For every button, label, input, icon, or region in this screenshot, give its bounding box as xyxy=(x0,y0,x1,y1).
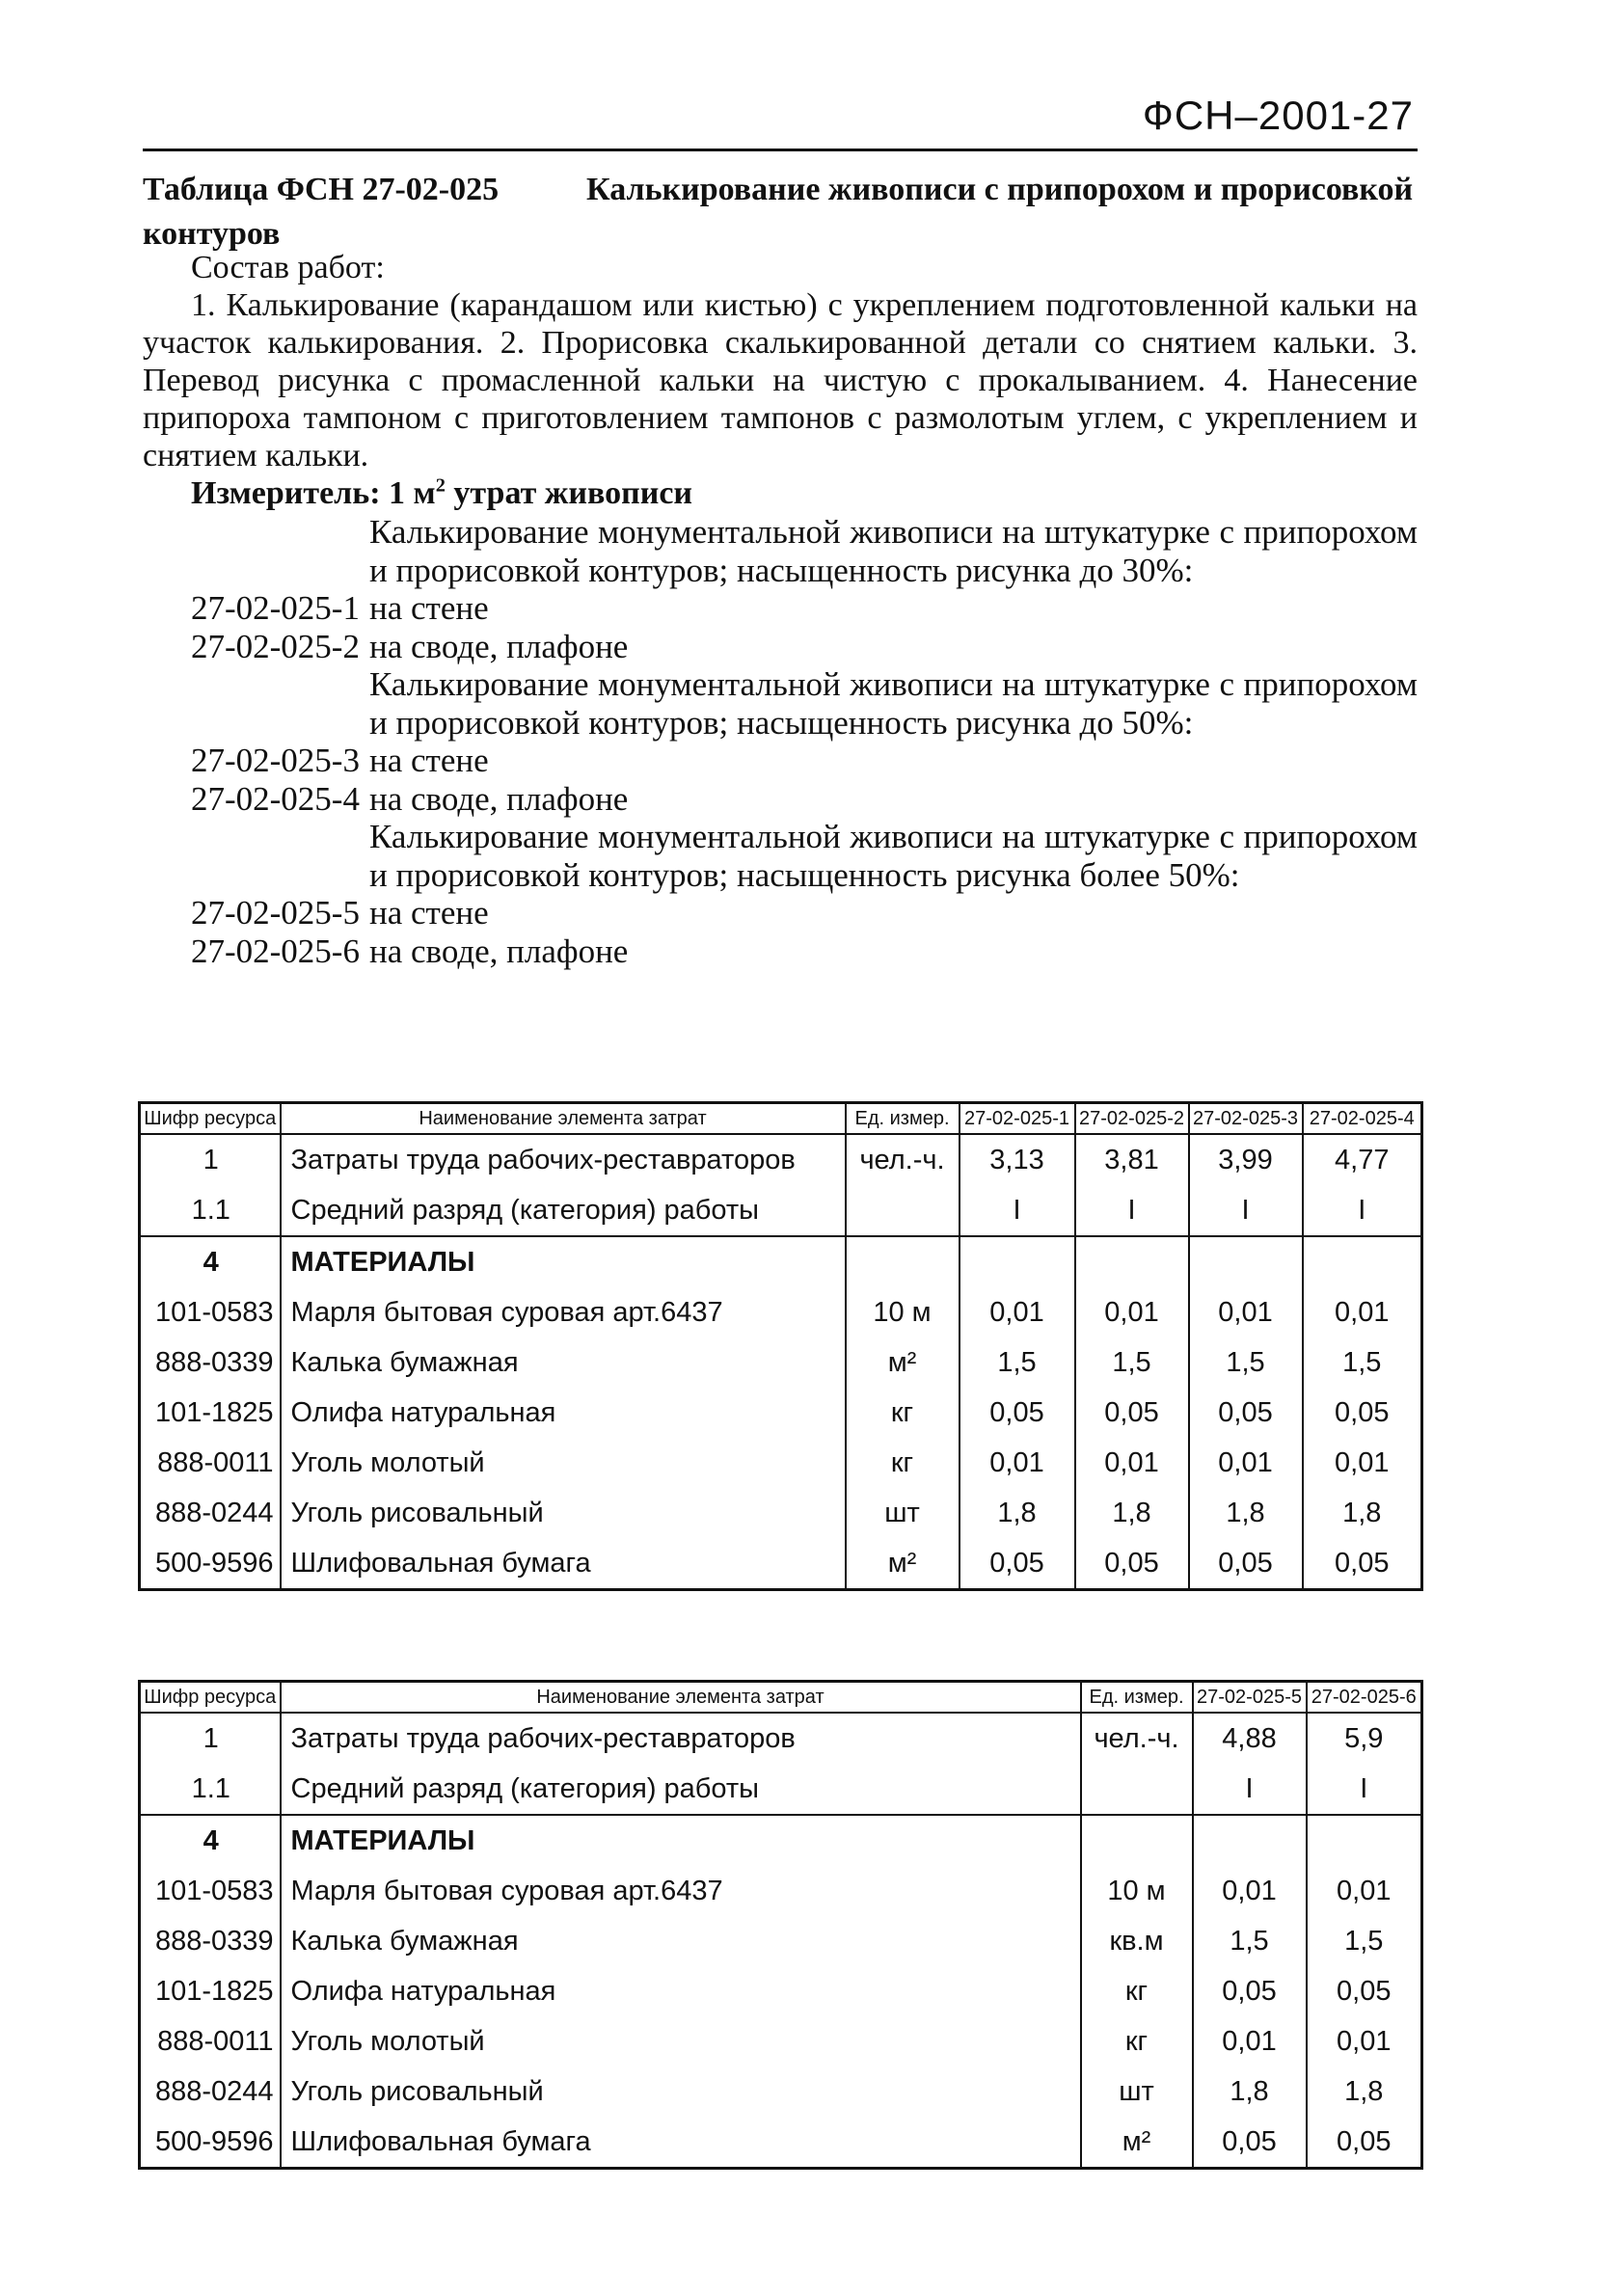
cell-value: 1,5 xyxy=(1193,1916,1307,1966)
cell-code: 888-0339 xyxy=(140,1916,281,1966)
norm-item-code xyxy=(143,513,369,589)
cell-code: 1.1 xyxy=(140,1185,281,1236)
norm-item xyxy=(143,742,1418,780)
table-row xyxy=(140,1764,1422,1815)
norm-item-code: 27-02-025-6 xyxy=(191,932,360,970)
cell-code: 101-0583 xyxy=(140,1866,281,1916)
cell-value: 0,05 xyxy=(1193,2117,1307,2169)
header-col: 27-02-025-6 xyxy=(1307,1682,1422,1714)
cell-value: 1,5 xyxy=(1189,1337,1303,1388)
table-row xyxy=(140,1134,1422,1185)
measurer-label: Измеритель: 1 м xyxy=(191,475,436,511)
cell-name: Затраты труда рабочих-реставраторов xyxy=(281,1134,846,1185)
header-code: Шифр ресурса xyxy=(140,1682,281,1714)
cell-value: I xyxy=(960,1185,1075,1236)
cell-value xyxy=(1303,1236,1422,1287)
cell-value: 1,5 xyxy=(1303,1337,1422,1388)
measurer xyxy=(143,474,1418,512)
cell-code: 1 xyxy=(140,1134,281,1185)
cell-value: 0,01 xyxy=(1075,1287,1189,1337)
cell-name: Средний разряд (категория) работы xyxy=(281,1764,1081,1815)
header-name: Наименование элемента затрат xyxy=(281,1682,1081,1714)
cell-value: I xyxy=(1193,1764,1307,1815)
cell-unit: чел.-ч. xyxy=(846,1134,960,1185)
cell-code: 888-0244 xyxy=(140,2066,281,2117)
cell-name: Уголь молотый xyxy=(281,2016,1081,2066)
document-code: ФСН–2001-27 xyxy=(1142,93,1414,138)
norm-item-code: 27-02-025-1 xyxy=(191,589,360,627)
cell-value: 1,8 xyxy=(1075,1488,1189,1538)
cell-value xyxy=(960,1236,1075,1287)
cell-name: Олифа натуральная xyxy=(281,1966,1081,2016)
cell-unit: шт xyxy=(846,1488,960,1538)
cell-value xyxy=(1193,1815,1307,1866)
cell-value: I xyxy=(1189,1185,1303,1236)
table-row xyxy=(140,1236,1422,1287)
header-name: Наименование элемента затрат xyxy=(281,1103,846,1135)
cell-value: 0,01 xyxy=(1307,2016,1422,2066)
cell-value: 0,05 xyxy=(1189,1388,1303,1438)
norm-item-text: на стене xyxy=(369,589,489,627)
header-col: 27-02-025-4 xyxy=(1303,1103,1422,1135)
cell-unit xyxy=(846,1236,960,1287)
norm-item xyxy=(143,932,1418,971)
header-unit: Ед. измер. xyxy=(846,1103,960,1135)
table-row xyxy=(140,2066,1422,2117)
cell-name: Шлифовальная бумага xyxy=(281,1538,846,1590)
header-col: 27-02-025-2 xyxy=(1075,1103,1189,1135)
header-col: 27-02-025-5 xyxy=(1193,1682,1307,1714)
table-row xyxy=(140,1815,1422,1866)
cell-unit: кг xyxy=(846,1388,960,1438)
cell-value: 1,8 xyxy=(1193,2066,1307,2117)
cell-name: МАТЕРИАЛЫ xyxy=(281,1815,1081,1866)
cell-value: 0,05 xyxy=(1075,1538,1189,1590)
table-title xyxy=(143,168,1418,257)
cell-value: 0,05 xyxy=(960,1388,1075,1438)
cell-value: 3,13 xyxy=(960,1134,1075,1185)
cell-value: 0,01 xyxy=(960,1287,1075,1337)
cell-code: 101-1825 xyxy=(140,1388,281,1438)
cell-unit: 10 м xyxy=(1081,1866,1193,1916)
cell-name: Олифа натуральная xyxy=(281,1388,846,1438)
cell-unit: м² xyxy=(846,1538,960,1590)
work-composition xyxy=(143,249,1418,512)
table-row xyxy=(140,1866,1422,1916)
cell-code: 101-0583 xyxy=(140,1287,281,1337)
cell-code: 888-0011 xyxy=(140,2016,281,2066)
table-title-text: Калькирование живописи с припорохом и прорисовкой контуров xyxy=(143,172,1414,252)
cell-value: 0,01 xyxy=(1307,1866,1422,1916)
cell-value: 0,05 xyxy=(1303,1538,1422,1590)
norm-item xyxy=(143,589,1418,628)
cell-value xyxy=(1075,1236,1189,1287)
cell-value: 0,01 xyxy=(960,1438,1075,1488)
table-row xyxy=(140,1916,1422,1966)
cell-code: 1 xyxy=(140,1713,281,1764)
cell-value: 0,01 xyxy=(1189,1287,1303,1337)
norm-items xyxy=(143,513,1418,970)
measurer-sup: 2 xyxy=(435,474,446,497)
cell-value: 0,05 xyxy=(1307,2117,1422,2169)
resource-table-2 xyxy=(138,1680,1423,2170)
cell-unit xyxy=(1081,1764,1193,1815)
cell-value: 4,77 xyxy=(1303,1134,1422,1185)
norm-item-text: Калькирование монументальной живописи на штукатурке с припорохом и прорисовкой контуров; насыщенность рисунка более 50%: xyxy=(369,818,1418,894)
cell-name: Уголь молотый xyxy=(281,1438,846,1488)
cell-value: 1,8 xyxy=(960,1488,1075,1538)
table-row xyxy=(140,1713,1422,1764)
cell-code: 888-0011 xyxy=(140,1438,281,1488)
norm-item-text: Калькирование монументальной живописи на штукатурке с припорохом и прорисовкой контуров; насыщенность рисунка до 30%: xyxy=(369,513,1418,589)
norm-item-code: 27-02-025-3 xyxy=(191,742,360,779)
cell-value: 0,05 xyxy=(1307,1966,1422,2016)
cell-unit xyxy=(846,1185,960,1236)
composition-text: 1. Калькирование (карандашом или кистью) с укреплением подготовленной кальки на участок калькирования. 2. Прорисовка скалькированной детали со снятием кальки. 3. Перевод рисунка с промасленной кальки на чистую с прокалыванием. 4. Нанесение припороха тампоном с приготовлением тампонов с размолотым углем, с укреплением и снятием кальки. xyxy=(143,287,1418,473)
cell-value xyxy=(1189,1236,1303,1287)
table-row xyxy=(140,1438,1422,1488)
cell-code: 101-1825 xyxy=(140,1966,281,2016)
norm-item-code xyxy=(143,818,369,894)
cell-unit: чел.-ч. xyxy=(1081,1713,1193,1764)
table-row xyxy=(140,1966,1422,2016)
cell-value: I xyxy=(1303,1185,1422,1236)
norm-item xyxy=(143,818,1418,894)
norm-item-text: на своде, плафоне xyxy=(369,932,629,970)
cell-value: 1,8 xyxy=(1189,1488,1303,1538)
cell-unit: кв.м xyxy=(1081,1916,1193,1966)
norm-item-text: на стене xyxy=(369,894,489,932)
cell-value: 0,01 xyxy=(1189,1438,1303,1488)
cell-value: 5,9 xyxy=(1307,1713,1422,1764)
table-name: Таблица ФСН 27-02-025 xyxy=(143,172,500,207)
cell-name: Марля бытовая суровая арт.6437 xyxy=(281,1866,1081,1916)
norm-item xyxy=(143,780,1418,819)
cell-code: 1.1 xyxy=(140,1764,281,1815)
cell-value: 0,01 xyxy=(1193,1866,1307,1916)
cell-value: 1,8 xyxy=(1307,2066,1422,2117)
table-row xyxy=(140,1488,1422,1538)
cell-code: 500-9596 xyxy=(140,1538,281,1590)
cell-name: Уголь рисовальный xyxy=(281,2066,1081,2117)
header-col: 27-02-025-3 xyxy=(1189,1103,1303,1135)
norm-item-code xyxy=(143,665,369,742)
cell-name: Калька бумажная xyxy=(281,1916,1081,1966)
norm-item-text: Калькирование монументальной живописи на штукатурке с припорохом и прорисовкой контуров; насыщенность рисунка до 50%: xyxy=(369,665,1418,742)
cell-unit: м² xyxy=(1081,2117,1193,2169)
norm-item-code: 27-02-025-5 xyxy=(191,894,360,932)
cell-unit: кг xyxy=(1081,1966,1193,2016)
table-row xyxy=(140,2117,1422,2169)
cell-name: Шлифовальная бумага xyxy=(281,2117,1081,2169)
norm-item-text: на своде, плафоне xyxy=(369,779,629,818)
cell-name: Калька бумажная xyxy=(281,1337,846,1388)
cell-unit: кг xyxy=(1081,2016,1193,2066)
norm-item xyxy=(143,628,1418,666)
cell-value: 0,05 xyxy=(1075,1388,1189,1438)
cell-value: 1,5 xyxy=(1075,1337,1189,1388)
cell-value: I xyxy=(1307,1764,1422,1815)
table-row xyxy=(140,2016,1422,2066)
table-row xyxy=(140,1287,1422,1337)
resource-table-1 xyxy=(138,1101,1423,1591)
cell-value: 0,01 xyxy=(1075,1438,1189,1488)
cell-code: 888-0339 xyxy=(140,1337,281,1388)
cell-value: 1,5 xyxy=(960,1337,1075,1388)
norm-item xyxy=(143,665,1418,742)
cell-value: 1,8 xyxy=(1303,1488,1422,1538)
cell-unit: шт xyxy=(1081,2066,1193,2117)
measurer-rest: утрат живописи xyxy=(445,475,693,511)
cell-value: 0,05 xyxy=(960,1538,1075,1590)
cell-value: I xyxy=(1075,1185,1189,1236)
composition-heading: Состав работ: xyxy=(191,250,385,285)
table-row xyxy=(140,1388,1422,1438)
cell-unit: м² xyxy=(846,1337,960,1388)
table-header-row xyxy=(140,1682,1422,1714)
table-row xyxy=(140,1337,1422,1388)
cell-value: 3,81 xyxy=(1075,1134,1189,1185)
cell-name: Средний разряд (категория) работы xyxy=(281,1185,846,1236)
header-col: 27-02-025-1 xyxy=(960,1103,1075,1135)
header-unit: Ед. измер. xyxy=(1081,1682,1193,1714)
cell-value: 3,99 xyxy=(1189,1134,1303,1185)
cell-unit: кг xyxy=(846,1438,960,1488)
cell-code: 500-9596 xyxy=(140,2117,281,2169)
norm-item-code: 27-02-025-2 xyxy=(191,627,360,665)
norm-item-text: на своде, плафоне xyxy=(369,627,629,665)
cell-unit: 10 м xyxy=(846,1287,960,1337)
cell-value xyxy=(1307,1815,1422,1866)
cell-value: 0,05 xyxy=(1303,1388,1422,1438)
cell-value: 1,5 xyxy=(1307,1916,1422,1966)
cell-name: Марля бытовая суровая арт.6437 xyxy=(281,1287,846,1337)
table-row xyxy=(140,1185,1422,1236)
cell-name: Уголь рисовальный xyxy=(281,1488,846,1538)
cell-code: 4 xyxy=(140,1236,281,1287)
cell-value: 0,01 xyxy=(1193,2016,1307,2066)
norm-item xyxy=(143,894,1418,932)
norm-item xyxy=(143,513,1418,589)
cell-name: Затраты труда рабочих-реставраторов xyxy=(281,1713,1081,1764)
cell-unit xyxy=(1081,1815,1193,1866)
norm-item-code: 27-02-025-4 xyxy=(191,779,360,818)
cell-value: 0,05 xyxy=(1193,1966,1307,2016)
header-rule xyxy=(143,149,1418,151)
cell-value: 0,01 xyxy=(1303,1287,1422,1337)
table-header-row xyxy=(140,1103,1422,1135)
cell-name: МАТЕРИАЛЫ xyxy=(281,1236,846,1287)
cell-code: 4 xyxy=(140,1815,281,1866)
cell-value: 4,88 xyxy=(1193,1713,1307,1764)
cell-value: 0,01 xyxy=(1303,1438,1422,1488)
header-code: Шифр ресурса xyxy=(140,1103,281,1135)
cell-code: 888-0244 xyxy=(140,1488,281,1538)
cell-value: 0,05 xyxy=(1189,1538,1303,1590)
norm-item-text: на стене xyxy=(369,742,489,779)
table-row xyxy=(140,1538,1422,1590)
